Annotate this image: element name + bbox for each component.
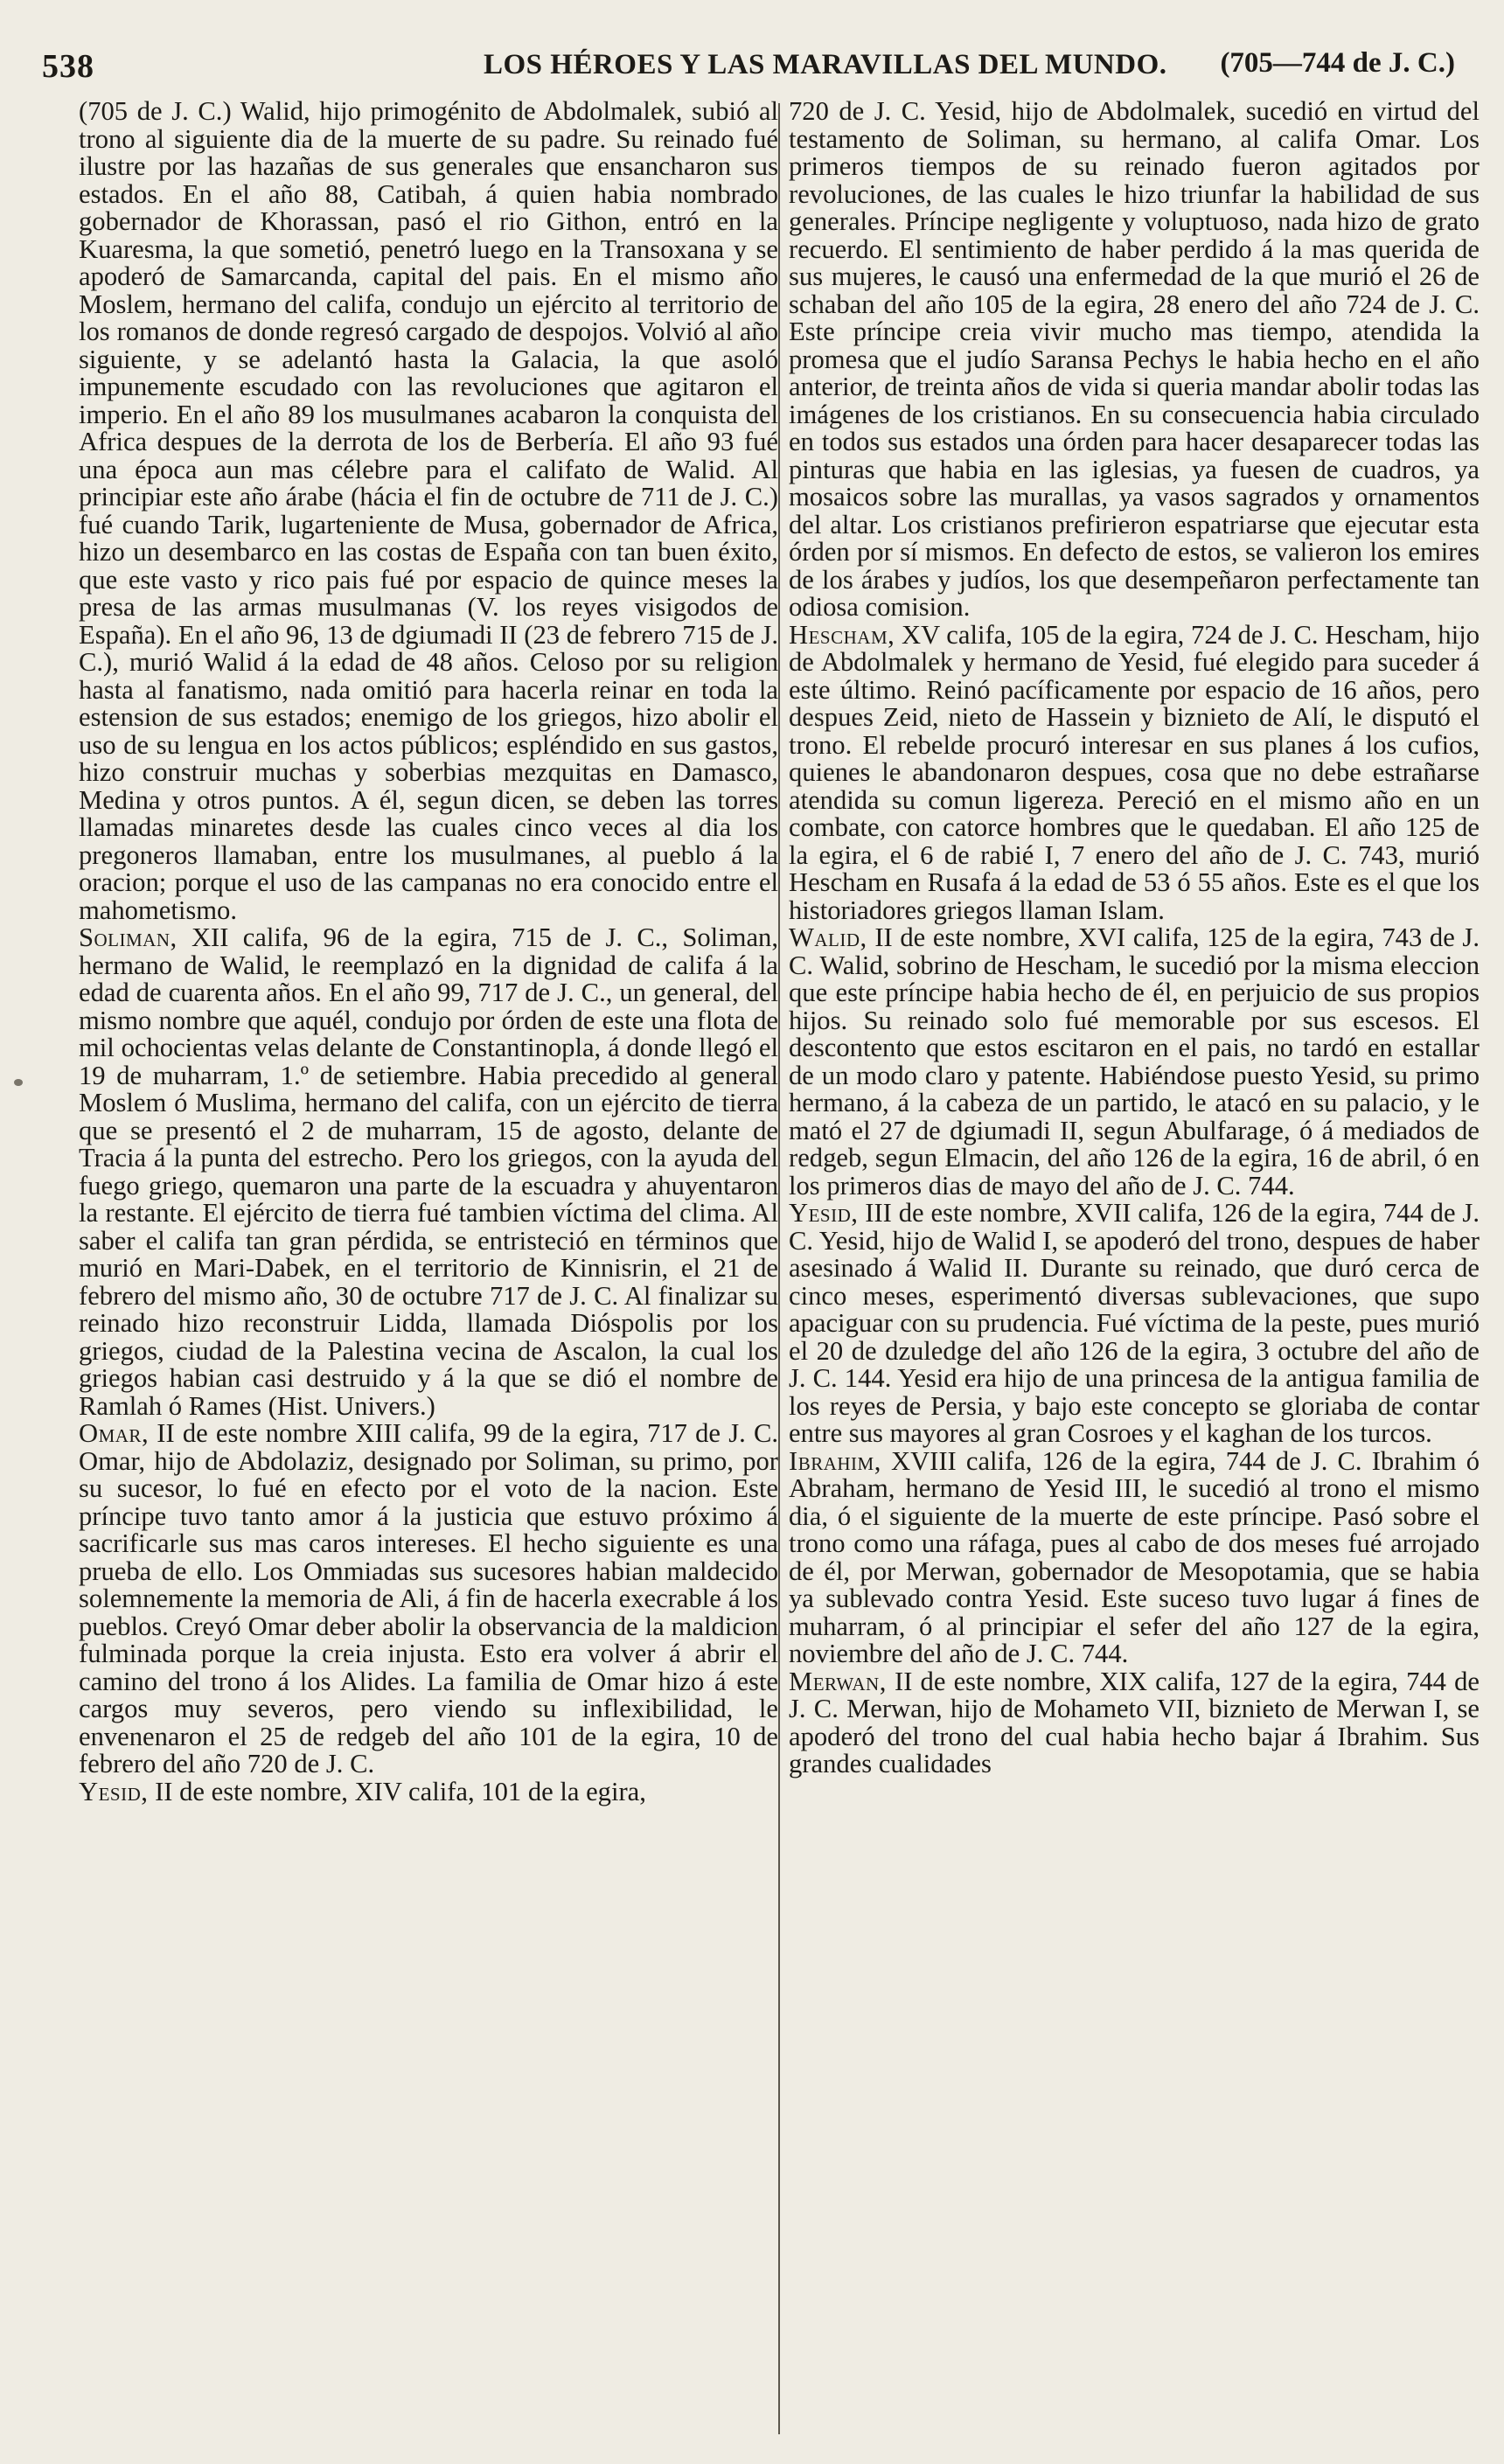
left-column [79, 98, 778, 2450]
date-range: (705—744 de J. C.) [1220, 47, 1455, 79]
paragraph-text: (705 de J. C.) Walid, hijo primogénito de Abdolmalek, subió al trono al siguiente dia de la muerte de su padre. Su reinado fué ilustre por las hazañas de sus generales que ensancharon sus estados. En el año 88, Catibah, á quien habia nombrado gobernador de Khorassan, pasó el rio Githon, entró en la Kuaresma, la que sometió, penetró luego en la Transoxana y se apoderó de Samarcanda, capital del pais. En el mismo año Moslem, hermano del califa, condujo un ejército al territorio de los romanos de donde regresó cargado de despojos. Volvió al año siguiente, y se adelantó hasta la Galacia, la que asoló impunemente escudado con las revoluciones que agitaron el imperio. En el año 89 los musulmanes acabaron la conquista del Africa despues de la derrota de los de Berbería. El año 93 fué una época aun mas célebre para el califato de Walid. Al principiar este año árabe (hácia el fin de octubre de 711 de J. C.) fué cuando Tarik, lugarteniente de Musa, gobernador de Africa, hizo un desembarco en las costas de España con tan buen éxito, que este vasto y rico pais fué por espacio de quince meses la presa de las armas musulmanas (V. los reyes visigodos de España). En el año 96, 13 de dgiumadi II (23 de febrero 715 de J. C.), murió Walid á la edad de 48 años. Celoso por su religion hasta al fanatismo, nada omitió para hacerla reinar en toda la estension de sus estados; enemigo de los griegos, hizo abolir el uso de su lengua en los actos públicos; espléndido en sus gastos, hizo construir muchas y soberbias mezquitas en Damasco, Medina y otros puntos. A él, segun dicen, se deben las torres llamadas minaretes desde las cuales cinco veces al dia los pregoneros llamaban, entre los musulmanes, al pueblo á la oracion; porque el uso de las campanas no era conocido entre el mahometismo. [79, 98, 778, 925]
entry-name: Yesid, [789, 1198, 859, 1228]
entry-name: Hescham, [789, 619, 895, 650]
paragraph-text: II de este nombre, XIX califa, 127 de la egira, 744 de J. C. Merwan, hijo de Mohameto VII, biznieto de Merwan I, se apoderó del trono del cual habia hecho bajar á Ibrahim. Sus grandes cualidades [789, 1666, 1480, 1778]
paragraph-text: XVIII califa, 126 de la egira, 744 de J. C. Ibrahim ó Abraham, hermano de Yesid III, le sucedió al trono el mismo dia, ó el siguiente de la muerte de este príncipe. Pasó sobre el trono como una ráfaga, pues al cabo de dos meses fué arrojado de él, por Merwan, gobernador de Mesopotamia, que se habia ya sublevado contra Yesid. Este suceso tuvo lugar á fines de muharram, ó al principiar el sefer del año 127 de la egira, noviembre del año de J. C. 744. [789, 1445, 1480, 1668]
yesid-ii-entry [79, 1778, 778, 1806]
right-column [789, 98, 1480, 2450]
running-title: LOS HÉROES Y LAS MARAVILLAS DEL MUNDO. [484, 49, 1167, 80]
merwan-entry [789, 1668, 1480, 1778]
omar-entry [79, 1420, 778, 1778]
soliman-entry [79, 924, 778, 1420]
walid-ii-entry [789, 924, 1480, 1200]
paragraph-text: II de este nombre, XVI califa, 125 de la egira, 743 de J. C. Walid, sobrino de Hescham, le sucedió por la misma eleccion que este príncipe habia hecho de él, en perjuicio de sus propios hijos. Su reinado solo fué memorable por sus escesos. El descontento que estos escitaron en el pais, no tardó en estallar de un modo claro y patente. Habiéndose puesto Yesid, su primo hermano, á la cabeza de un partido, le atacó en su palacio, y le mató el 27 de dgiumadi II, segun Abulfarage, ó á mediados de redgeb, segun Elmacin, del año 126 de la egira, 16 de abril, ó en los primeros dias de mayo del año de J. C. 744. [789, 922, 1480, 1201]
ink-speck [14, 1079, 23, 1086]
page-header [42, 44, 1455, 93]
walid-paragraph [79, 98, 778, 924]
entry-name: Yesid, [79, 1776, 149, 1806]
paragraph-text: II de este nombre XIII califa, 99 de la egira, 717 de J. C. Omar, hijo de Abdolaziz, designado por Soliman, su primo, por su sucesor, lo fué en efecto por el voto de la nacion. Este príncipe tuvo tanto amor á la justicia que estuvo próximo á sacrificarle sus mas caros intereses. El hecho siguiente es una prueba de ello. Los Ommiadas sus sucesores habian maldecido solemnemente la memoria de Ali, á fin de hacerla execrable á los pueblos. Creyó Omar deber abolir la observancia de la maldicion fulminada porque la creia injusta. Esto era volver á abrir el camino del trono á los Alides. La familia de Omar hizo á este cargos muy severos, pero viendo su inflexibilidad, le envenenaron el 25 de redgeb del año 101 de la egira, 10 de febrero del año 720 de J. C. [79, 1418, 778, 1778]
paragraph-text: III de este nombre, XVII califa, 126 de la egira, 744 de J. C. Yesid, hijo de Walid I, se apoderó del trono, despues de haber asesinado á Walid II. Durante su reinado, que duró cerca de cinco meses, esperimentó diversas sublevaciones, que supo apaciguar con su prudencia. Fué víctima de la peste, pues murió el 20 de dzuledge del año 126 de la egira, 3 octubre del año de J. C. 144. Yesid era hijo de una princesa de la antigua familia de los reyes de Persia, y bajo este concepto se gloriaba de contar entre sus mayores al gran Cosroes y el kaghan de los turcos. [789, 1198, 1480, 1448]
column-divider [778, 103, 780, 2434]
paragraph-text: XII califa, 96 de la egira, 715 de J. C., Soliman, hermano de Walid, le reemplazó en la dignidad de califa á la edad de cuarenta años. En el año 99, 717 de J. C., un general, del mismo nombre que aquél, condujo por órden de este una flota de mil ochocientas velas delante de Constantinopla, á donde llegó el 19 de muharram, 1.º de setiembre. Habia precedido al general Moslem ó Muslima, hermano del califa, con un ejército de tierra que se presentó el 2 de muharram, 15 de agosto, delante de Tracia á la punta del estrecho. Pero los griegos, con la ayuda del fuego griego, quemaron una parte de la escuadra y ahuyentaron la restante. El ejército de tierra fué tambien víctima del clima. Al saber el califa tan gran pérdida, se entristeció en términos que murió en Mari-Dabek, en el territorio de Kinnisrin, el 21 de febrero del mismo año, 30 de octubre 717 de J. C. Al finalizar su reinado hizo reconstruir Lidda, llamada Dióspolis por los griegos, ciudad de la Palestina vecina de Ascalon, la cual los griegos habian casi destruido y á la que se dió el nombre de Ramlah ó Rames (Hist. Univers.) [79, 922, 778, 1421]
yesid-ii-continuation [789, 98, 1480, 622]
entry-name: Soliman, [79, 922, 178, 952]
entry-name: Walid, [789, 922, 867, 952]
paragraph-text: II de este nombre, XIV califa, 101 de la egira, [148, 1776, 646, 1806]
yesid-iii-entry [789, 1200, 1480, 1448]
entry-name: Ibrahim, [789, 1445, 881, 1476]
entry-name: Merwan, [789, 1666, 887, 1696]
hescham-entry [789, 619, 1480, 925]
paragraph-text: 720 de J. C. Yesid, hijo de Abdolmalek, sucedió en virtud del testamento de Soliman, su hermano, al califa Omar. Los primeros tiempos de su reinado fueron agitados por revoluciones, de las cuales le hizo triunfar la habilidad de sus generales. Príncipe negligente y voluptuoso, nada hizo de grato recuerdo. El sentimiento de haber perdido á la mas querida de sus mujeres, le causó una enfermedad de la que murió el 26 de schaban del año 105 de la egira, 28 enero del año 724 de J. C. Este príncipe creia vivir mucho mas tiempo, atendida la promesa que el judío Saransa Pechys le habia hecho en el año anterior, de treinta años de vida si queria mandar abolir todas las imágenes de los cristianos. En su consecuencia habia circulado en todos sus estados una órden para hacer desaparecer todas las pinturas que habia en las iglesias, ya fuesen de cuadros, ya mosaicos sobre las murallas, ya vasos sagrados y ornamentos del altar. Los cristianos prefirieron espatriarse que ejecutar esta órden por sí mismos. En defecto de estos, se valieron los emires de los árabes y judíos, los que desempeñaron perfectamente tan odiosa comision. [789, 98, 1480, 622]
entry-name: Omar, [79, 1418, 150, 1448]
paragraph-text: XV califa, 105 de la egira, 724 de J. C. Hescham, hijo de Abdolmalek y hermano de Yesid, fué elegido para suceder á este último. Reinó pacíficamente por espacio de 16 años, pero despues Zeid, nieto de Hassein y biznieto de Alí, le disputó el trono. El rebelde procuró interesar en sus planes á los cufios, quienes le abandonaron despues, cosa que no debe estrañarse atendida su comun ligereza. Pereció en el mismo año en un combate, con catorce hombres que le quedaban. El año 125 de la egira, el 6 de rabié I, 7 enero del año de J. C. 743, murió Hescham en Rusafa á la edad de 53 ó 55 años. Este es el que los historiadores griegos llaman Islam. [789, 619, 1480, 925]
page-number: 538 [42, 48, 94, 85]
ibrahim-entry [789, 1445, 1480, 1668]
